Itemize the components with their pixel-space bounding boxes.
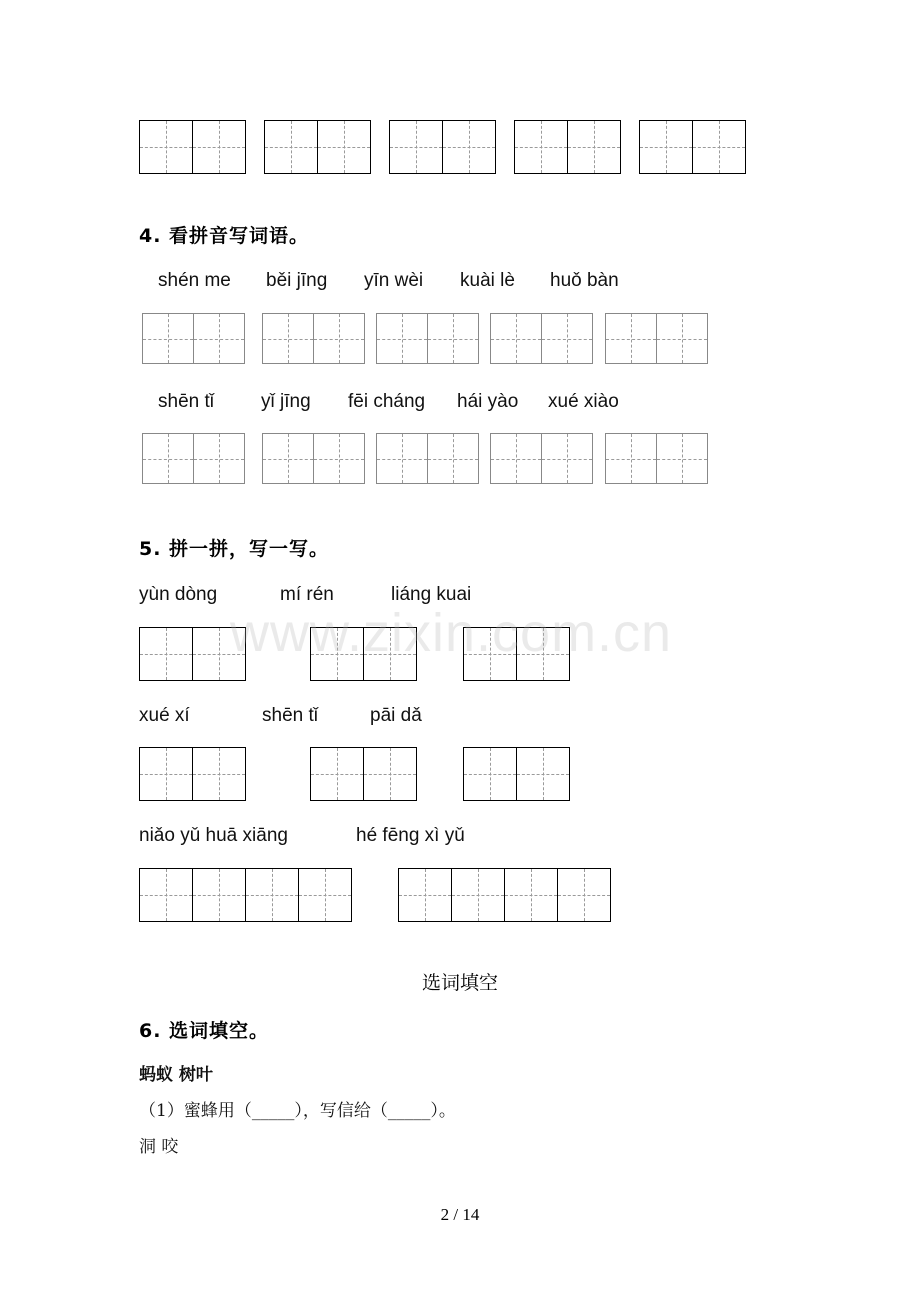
writing-cell[interactable] — [376, 313, 428, 364]
writing-cell[interactable] — [490, 313, 542, 364]
top-grid-2[interactable] — [264, 120, 371, 174]
writing-cell[interactable] — [442, 120, 496, 174]
q4-grid-7[interactable] — [262, 433, 365, 484]
writing-cell[interactable] — [557, 868, 611, 922]
q4-grid-6[interactable] — [142, 433, 245, 484]
q4-grid-10[interactable] — [605, 433, 708, 484]
writing-cell[interactable] — [516, 747, 570, 801]
q5-grid-7[interactable] — [139, 868, 352, 922]
writing-cell[interactable] — [504, 868, 558, 922]
q5-pinyin-3: liáng kuai — [391, 584, 472, 605]
q4-heading: 4. 看拼音写词语。 — [139, 225, 310, 247]
q4-pinyin-9: hái yào — [457, 391, 519, 412]
q4-grid-3[interactable] — [376, 313, 479, 364]
writing-cell[interactable] — [541, 433, 593, 484]
q5-pinyin-2: mí rén — [280, 584, 334, 605]
writing-cell[interactable] — [139, 120, 193, 174]
writing-cell[interactable] — [193, 313, 245, 364]
writing-cell[interactable] — [605, 433, 657, 484]
top-grid-1[interactable] — [139, 120, 246, 174]
writing-cell[interactable] — [490, 433, 542, 484]
writing-cell[interactable] — [262, 313, 314, 364]
writing-cell[interactable] — [142, 433, 194, 484]
writing-cell[interactable] — [298, 868, 352, 922]
q4-pinyin-5: huǒ bàn — [550, 270, 619, 291]
writing-cell[interactable] — [451, 868, 505, 922]
q6-sentence-1: （1）蜜蜂用（_____），写信给（_____）。 — [139, 1101, 456, 1121]
q5-pinyin-5: shēn tǐ — [262, 705, 318, 726]
writing-cell[interactable] — [264, 120, 318, 174]
writing-cell[interactable] — [193, 433, 245, 484]
q4-pinyin-2: běi jīng — [266, 270, 328, 291]
writing-cell[interactable] — [541, 313, 593, 364]
q5-grid-6[interactable] — [463, 747, 570, 801]
writing-cell[interactable] — [389, 120, 443, 174]
writing-cell[interactable] — [427, 313, 479, 364]
writing-cell[interactable] — [313, 313, 365, 364]
writing-cell[interactable] — [139, 747, 193, 801]
q6-word-choices-2: 洞 咬 — [139, 1137, 179, 1157]
q4-pinyin-6: shēn tǐ — [158, 391, 214, 412]
q4-grid-5[interactable] — [605, 313, 708, 364]
writing-cell[interactable] — [192, 868, 246, 922]
writing-cell[interactable] — [363, 747, 417, 801]
q5-pinyin-1: yùn dòng — [139, 584, 218, 605]
q4-grid-4[interactable] — [490, 313, 593, 364]
q4-grid-1[interactable] — [142, 313, 245, 364]
writing-cell[interactable] — [192, 120, 246, 174]
q4-pinyin-4: kuài lè — [460, 270, 515, 291]
q4-pinyin-10: xué xiào — [548, 391, 619, 412]
writing-cell[interactable] — [398, 868, 452, 922]
q4-grid-9[interactable] — [490, 433, 593, 484]
q4-pinyin-8: fēi cháng — [348, 391, 426, 412]
q5-grid-8[interactable] — [398, 868, 611, 922]
writing-cell[interactable] — [313, 433, 365, 484]
q4-pinyin-3: yīn wèi — [364, 270, 424, 291]
writing-cell[interactable] — [656, 433, 708, 484]
writing-cell[interactable] — [310, 747, 364, 801]
q5-pinyin-8: hé fēng xì yǔ — [356, 825, 465, 846]
q6-heading: 6. 选词填空。 — [139, 1020, 270, 1042]
writing-cell[interactable] — [139, 627, 193, 681]
writing-cell[interactable] — [376, 433, 428, 484]
q4-pinyin-1: shén me — [158, 270, 231, 291]
writing-cell[interactable] — [656, 313, 708, 364]
writing-cell[interactable] — [192, 747, 246, 801]
writing-cell[interactable] — [317, 120, 371, 174]
q6-word-choices-1: 蚂蚁 树叶 — [139, 1065, 213, 1085]
writing-cell[interactable] — [142, 313, 194, 364]
section-title: 选词填空 — [421, 972, 498, 994]
q5-pinyin-6: pāi dǎ — [370, 705, 422, 726]
writing-cell[interactable] — [427, 433, 479, 484]
top-grid-4[interactable] — [514, 120, 621, 174]
top-grid-3[interactable] — [389, 120, 496, 174]
writing-cell[interactable] — [139, 868, 193, 922]
writing-cell[interactable] — [262, 433, 314, 484]
writing-cell[interactable] — [605, 313, 657, 364]
page-number: 2 / 14 — [440, 1205, 480, 1224]
top-grid-5[interactable] — [639, 120, 746, 174]
q5-pinyin-7: niǎo yǔ huā xiāng — [139, 825, 288, 846]
watermark: www.zixin.com.cn — [230, 603, 673, 663]
writing-cell[interactable] — [639, 120, 693, 174]
q5-heading: 5. 拼一拼，写一写。 — [139, 538, 330, 560]
q4-grid-2[interactable] — [262, 313, 365, 364]
q5-grid-5[interactable] — [310, 747, 417, 801]
writing-cell[interactable] — [692, 120, 746, 174]
writing-cell[interactable] — [514, 120, 568, 174]
writing-cell[interactable] — [463, 747, 517, 801]
q4-pinyin-7: yǐ jīng — [261, 391, 311, 412]
q4-grid-8[interactable] — [376, 433, 479, 484]
writing-cell[interactable] — [245, 868, 299, 922]
q5-grid-4[interactable] — [139, 747, 246, 801]
writing-cell[interactable] — [567, 120, 621, 174]
q5-pinyin-4: xué xí — [139, 705, 190, 726]
